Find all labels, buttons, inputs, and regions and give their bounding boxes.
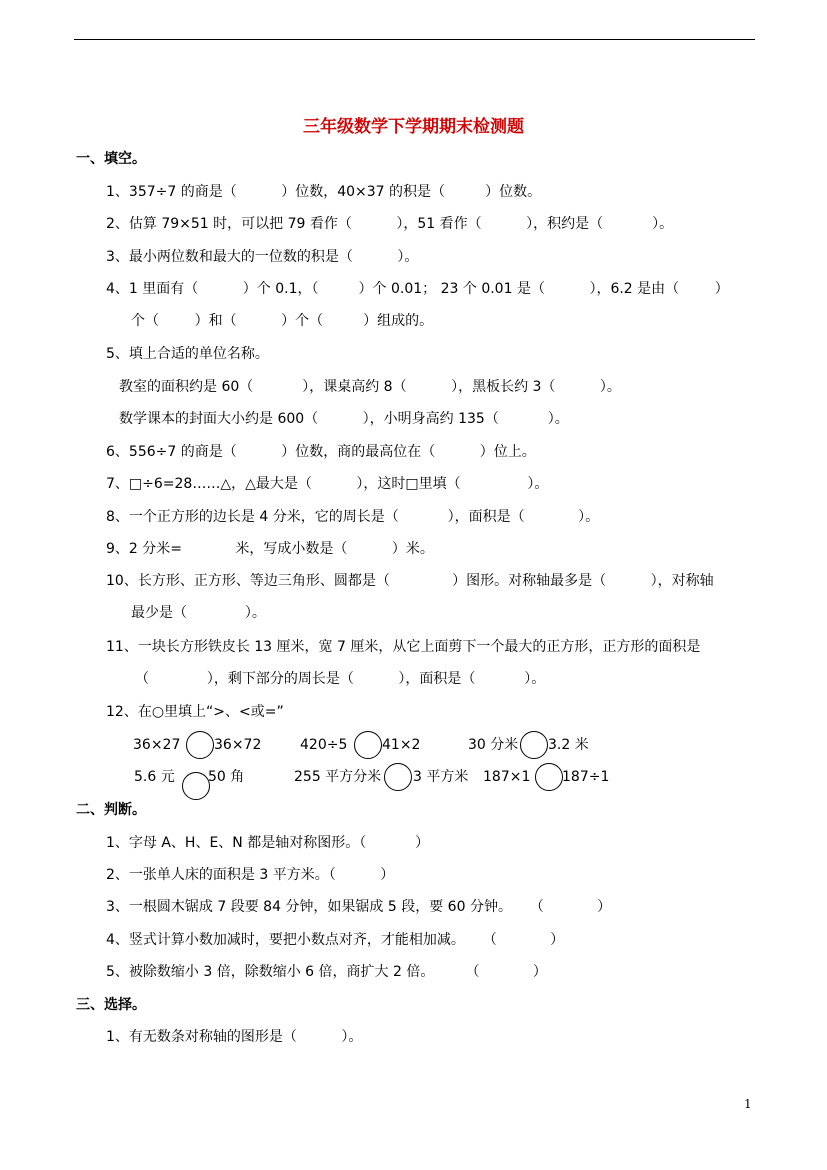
question-12: 12、在○里填上“>、<或=”	[106, 704, 284, 720]
compare-left: 36×27	[133, 737, 181, 753]
compare-right: 36×72	[214, 737, 262, 753]
question-5: 5、填上合适的单位名称。	[106, 346, 269, 362]
page-title: 三年级数学下学期期末检测题	[303, 117, 524, 137]
compare-circle[interactable]	[520, 731, 548, 759]
compare-circle[interactable]	[186, 731, 214, 759]
compare-right: 187÷1	[562, 769, 610, 785]
compare-left: 30 分米	[468, 737, 519, 753]
page-number: 1	[744, 1097, 752, 1111]
section-heading-fill: 一、填空。	[76, 151, 146, 167]
question-6: 6、556÷7 的商是（ ）位数，商的最高位在（ ）位上。	[106, 444, 536, 460]
compare-circle[interactable]	[182, 772, 210, 800]
question-5-part-b: 数学课本的封面大小约是 600（ ），小明身高约 135（ ）。	[119, 411, 569, 427]
compare-circle[interactable]	[354, 731, 382, 759]
compare-right: 41×2	[382, 737, 421, 753]
question-5-part-a: 教室的面积约是 60（ ），课桌高约 8（ ），黑板长约 3（ ）。	[119, 379, 621, 395]
compare-right: 3 平方米	[413, 769, 469, 785]
header-rule	[74, 39, 755, 40]
question-10-line-2: 最少是（ ）。	[131, 605, 266, 621]
question-11-line-2: （ ），剩下部分的周长是（ ），面积是（ ）。	[135, 671, 546, 687]
question-7: 7、□÷6=28……△，△最大是（ ），这时□里填（ ）。	[106, 476, 549, 492]
compare-circle[interactable]	[535, 763, 563, 791]
compare-left: 5.6 元	[134, 769, 175, 785]
compare-left: 255 平方分米	[294, 769, 382, 785]
judge-question-3: 3、一根圆木锯成 7 段要 84 分钟，如果锯成 5 段，要 60 分钟。 （ ）	[106, 899, 612, 915]
judge-question-5: 5、被除数缩小 3 倍，除数缩小 6 倍，商扩大 2 倍。 （ ）	[106, 964, 547, 980]
judge-question-1: 1、字母 A、H、E、N 都是轴对称图形。（ ）	[106, 835, 430, 851]
question-8: 8、一个正方形的边长是 4 分米，它的周长是（ ），面积是（ ）。	[106, 509, 600, 525]
question-2: 2、估算 79×51 时，可以把 79 看作（ ），51 看作（ ），积约是（ ）。	[106, 216, 674, 232]
question-10-line-1: 10、长方形、正方形、等边三角形、圆都是（ ）图形。对称轴最多是（ ），对称轴	[106, 573, 714, 589]
compare-left: 420÷5	[300, 737, 348, 753]
question-4-line-1: 4、1 里面有（ ）个 0.1，（ ）个 0.01； 23 个 0.01 是（ ），6.2 是由（ ）	[106, 281, 729, 297]
question-4-line-2: 个（ ）和（ ）个（ ）组成的。	[131, 313, 434, 329]
question-9: 9、2 分米= 米，写成小数是（ ）米。	[106, 541, 434, 557]
question-3: 3、最小两位数和最大的一位数的积是（ ）。	[106, 249, 419, 265]
judge-question-4: 4、竖式计算小数加减时，要把小数点对齐，才能相加减。 （ ）	[106, 932, 565, 948]
question-1: 1、357÷7 的商是（ ）位数，40×37 的积是（ ）位数。	[106, 184, 542, 200]
compare-right: 50 角	[208, 769, 245, 785]
compare-left: 187×1	[483, 769, 531, 785]
section-heading-choose: 三、选择。	[76, 997, 146, 1013]
question-11-line-1: 11、一块长方形铁皮长 13 厘米，宽 7 厘米，从它上面剪下一个最大的正方形，正方形的面积是	[106, 639, 701, 655]
compare-circle[interactable]	[384, 763, 412, 791]
choose-question-1: 1、有无数条对称轴的图形是（ ）。	[106, 1029, 363, 1045]
judge-question-2: 2、一张单人床的面积是 3 平方米。（ ）	[106, 867, 395, 883]
compare-right: 3.2 米	[548, 737, 589, 753]
section-heading-judge: 二、判断。	[76, 802, 146, 818]
